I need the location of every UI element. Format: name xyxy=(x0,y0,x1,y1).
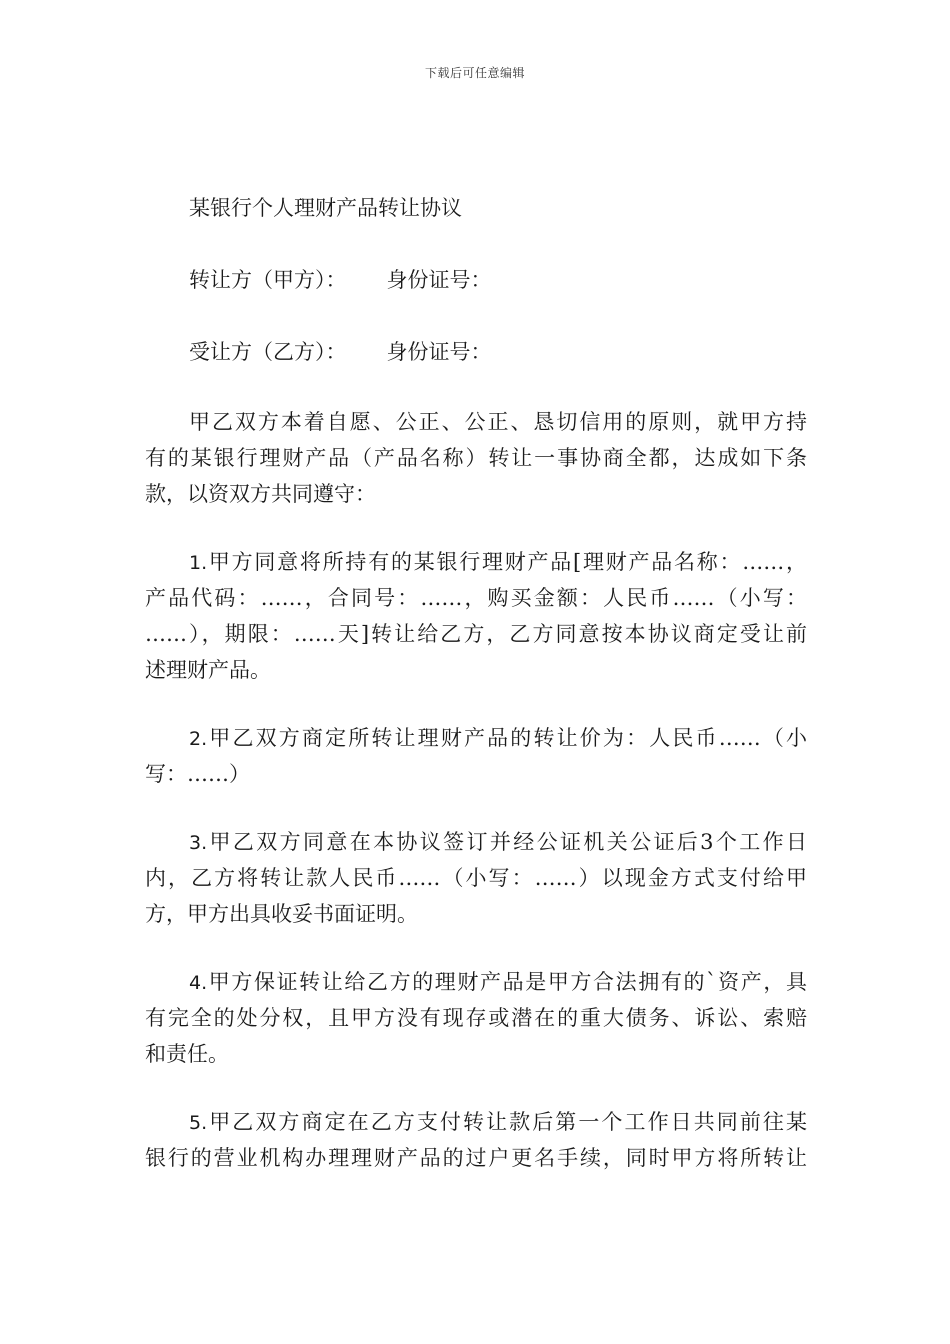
clause-line xyxy=(145,1104,807,1140)
clause-line xyxy=(145,544,807,580)
clause-number: 1. xyxy=(189,552,208,574)
clause-line xyxy=(145,720,807,756)
clause-line: 和责任。 xyxy=(145,1042,229,1066)
clause-number: 5. xyxy=(189,1112,208,1134)
intro-line: 款，以资双方共同遵守： xyxy=(145,482,376,506)
clause-text: 甲乙双方商定在乙方支付转让款后第一个工作日共同前往某 xyxy=(207,1110,807,1134)
clause-line: 银行的营业机构办理理财产品的过户更名手续，同时甲方将所转让 xyxy=(145,1146,807,1170)
clause-2 xyxy=(145,720,807,792)
clause-line: 述理财产品。 xyxy=(145,658,271,682)
clause-number: 4. xyxy=(189,972,208,994)
intro-line: 甲乙双方本着自愿、公正、公正、恳切信用的原则，就甲方持 xyxy=(189,410,807,434)
clause-line: 产品代码：……，合同号：……，购买金额：人民币……（小写： xyxy=(145,586,807,610)
party-b-line xyxy=(145,332,807,372)
clause-number: 2. xyxy=(189,728,208,750)
clause-line xyxy=(145,964,807,1000)
clause-line: 写：……） xyxy=(145,762,250,786)
clause-text: 甲乙双方商定所转让理财产品的转让价为：人民币……（小 xyxy=(207,726,807,750)
clause-5 xyxy=(145,1104,807,1176)
party-a-line xyxy=(145,260,807,300)
clause-line: ……），期限：……天]转让给乙方，乙方同意按本协议商定受让前 xyxy=(145,622,807,646)
party-a-label: 转让方（甲方）： xyxy=(189,268,347,292)
intro-line: 有的某银行理财产品（产品名称）转让一事协商全都，达成如下条 xyxy=(145,446,807,470)
intro-paragraph xyxy=(145,404,807,512)
party-b-id-label: 身份证号： xyxy=(386,340,492,364)
party-b-label: 受让方（乙方）： xyxy=(189,340,347,364)
clause-line xyxy=(145,824,807,860)
clause-4 xyxy=(145,964,807,1072)
clause-1 xyxy=(145,544,807,688)
clause-number: 3. xyxy=(189,832,208,854)
clause-text: 甲方同意将所持有的某银行理财产品[理财产品名称：……， xyxy=(207,550,807,574)
clause-3 xyxy=(145,824,807,932)
clause-line: 内，乙方将转让款人民币……（小写：……）以现金方式支付给甲 xyxy=(145,866,807,890)
document-body xyxy=(145,188,807,1176)
page-header-note: 下载后可任意编辑 xyxy=(424,66,525,80)
clause-text: 甲乙双方同意在本协议签订并经公证机关公证后3个工作日 xyxy=(207,830,807,854)
party-a-id-label: 身份证号： xyxy=(386,268,492,292)
document-title: 某银行个人理财产品转让协议 xyxy=(189,196,462,220)
clause-line: 有完全的处分权，且甲方没有现存或潜在的重大债务、诉讼、索赔 xyxy=(145,1006,807,1030)
clause-line: 方，甲方出具收妥书面证明。 xyxy=(145,902,418,926)
clause-text: 甲方保证转让给乙方的理财产品是甲方合法拥有的`资产，具 xyxy=(207,970,807,994)
